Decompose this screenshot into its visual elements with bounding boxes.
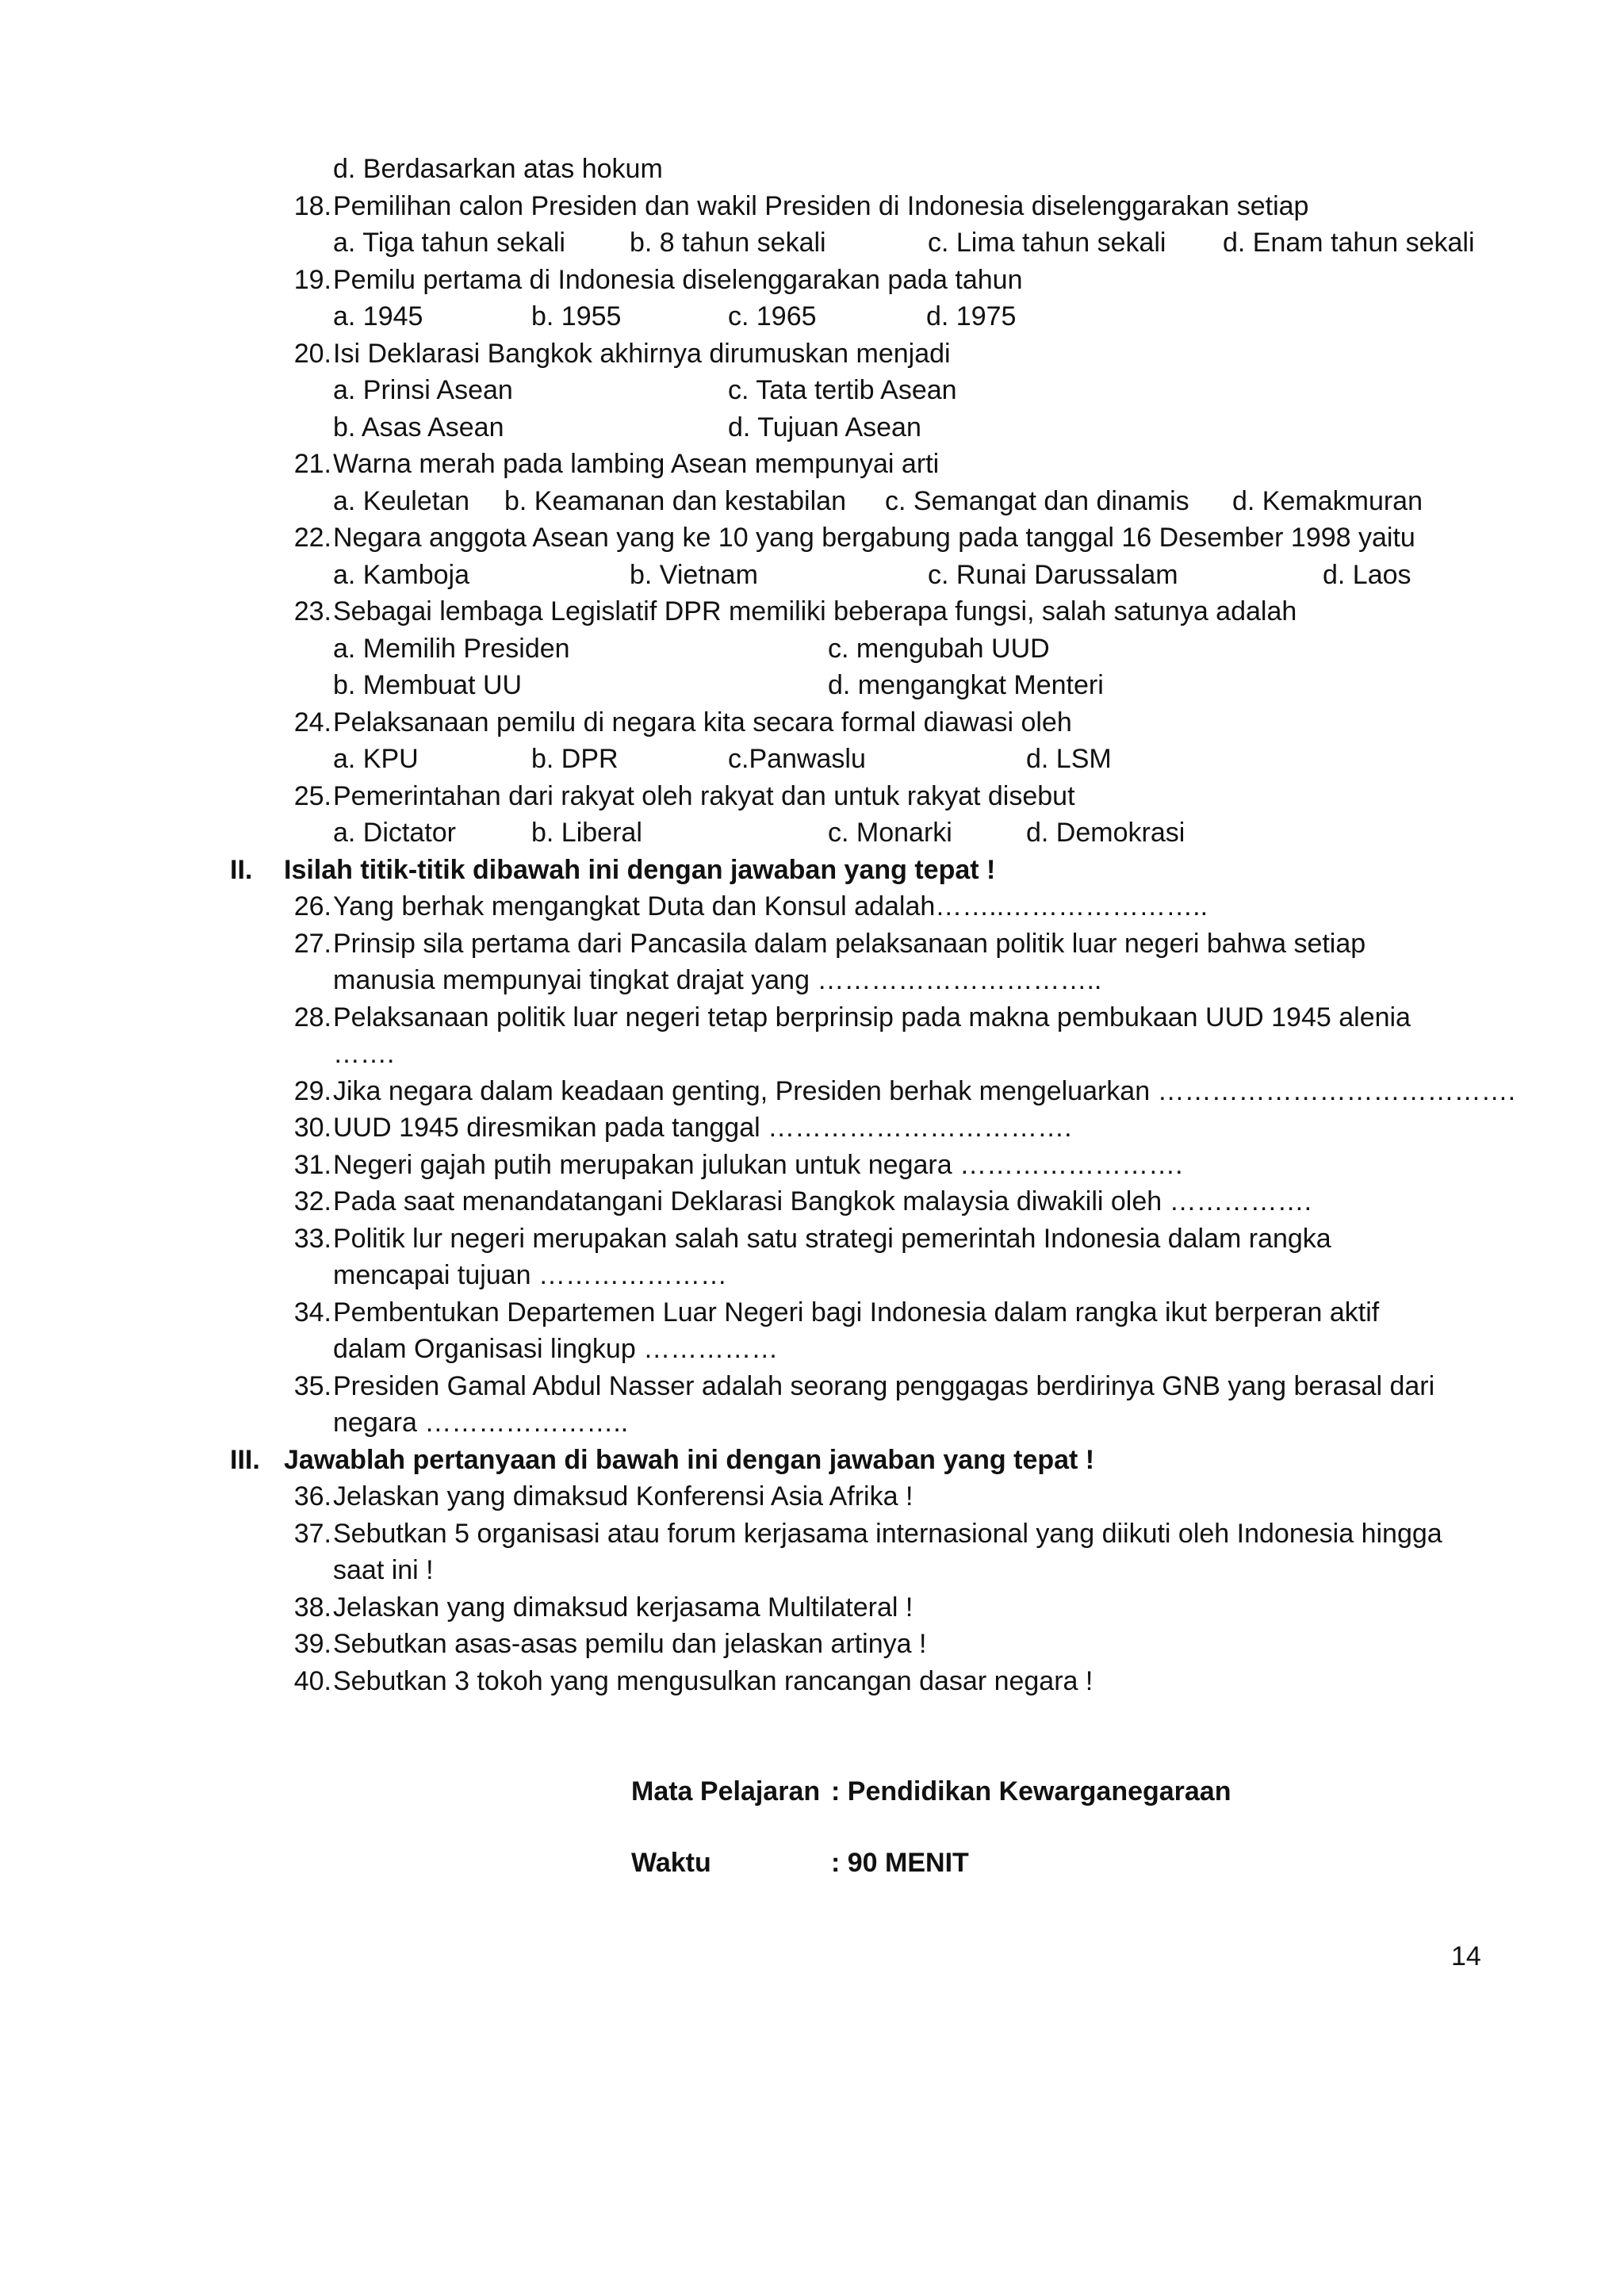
option-a: a. KPU — [333, 744, 419, 774]
section-title: Isilah titik-titik dibawah ini dengan jawaban yang tepat ! — [284, 854, 996, 885]
question-33 — [230, 1220, 1483, 1258]
option-d: d. 1975 — [926, 301, 1017, 331]
question-21 — [230, 446, 1483, 483]
option-c: c. 1965 — [728, 301, 817, 331]
question-text: Pelaksanaan pemilu di negara kita secara formal diawasi oleh — [333, 707, 1072, 738]
question-18 — [230, 188, 1483, 225]
question-number: 35. — [293, 1370, 331, 1401]
question-text: dalam Organisasi lingkup …………… — [333, 1334, 779, 1364]
question-text: Sebagai lembaga Legislatif DPR memiliki beberapa fungsi, salah satunya adalah — [333, 596, 1297, 626]
question-text: Jelaskan yang dimaksud kerjasama Multilateral ! — [333, 1592, 914, 1623]
question-text: Negeri gajah putih merupakan julukan untuk negara ……………………. — [333, 1149, 1183, 1180]
options-row — [230, 814, 1483, 852]
question-19 — [230, 262, 1483, 299]
question-text: Warna merah pada lambing Asean mempunyai arti — [333, 449, 940, 479]
option-b: b. Liberal — [531, 818, 642, 848]
question-text: Sebutkan 5 organisasi atau forum kerjasama internasional yang diikuti oleh Indonesia hingga — [333, 1518, 1442, 1549]
options-row — [230, 298, 1483, 335]
question-text: Sebutkan 3 tokoh yang mengusulkan rancangan dasar negara ! — [333, 1665, 1094, 1696]
option-a: a. Keuletan — [333, 485, 470, 516]
option-b: b. DPR — [531, 744, 619, 774]
question-text: Pembentukan Departemen Luar Negeri bagi Indonesia dalam rangka ikut berperan aktif — [333, 1297, 1380, 1328]
question-number: 30. — [293, 1113, 331, 1143]
option-c: c. mengubah UUD — [828, 633, 1050, 664]
question-text: mencapai tujuan ………………… — [333, 1260, 727, 1290]
section-numeral: III. — [230, 1444, 260, 1475]
section-heading-2 — [230, 852, 1483, 889]
question-24 — [230, 704, 1483, 741]
question-number: 36. — [293, 1481, 331, 1511]
option-d: d. Tujuan Asean — [728, 412, 921, 443]
option-a: a. Dictator — [333, 818, 456, 848]
option-c: c. Semangat dan dinamis — [885, 485, 1189, 516]
question-number: 32. — [293, 1186, 331, 1216]
options-row — [230, 483, 1483, 520]
question-number: 21. — [293, 449, 331, 479]
question-number: 20. — [293, 338, 331, 369]
question-number: 39. — [293, 1629, 331, 1659]
option-a: a. Kamboja — [333, 559, 469, 590]
option-d: d. LSM — [1026, 744, 1112, 774]
page-number: 14 — [1451, 1941, 1481, 1971]
option-c: c. Tata tertib Asean — [728, 375, 957, 405]
time-label: Waktu — [631, 1848, 711, 1878]
question-26 — [230, 888, 1483, 925]
options-row — [230, 372, 1483, 409]
question-text: Sebutkan asas-asas pemilu dan jelaskan artinya ! — [333, 1629, 927, 1659]
question-number: 22. — [293, 523, 331, 553]
question-34 — [230, 1294, 1483, 1331]
question-27 — [230, 925, 1483, 963]
question-23 — [230, 593, 1483, 630]
question-text: Pemerintahan dari rakyat oleh rakyat dan untuk rakyat disebut — [333, 780, 1075, 811]
question-text: Presiden Gamal Abdul Nasser adalah seorang penggagas berdirinya GNB yang berasal dari — [333, 1370, 1435, 1401]
option-b: b. Keamanan dan kestabilan — [504, 485, 846, 516]
option-c: c. Monarki — [828, 818, 952, 848]
question-37-cont — [230, 1552, 1483, 1589]
question-text: Negara anggota Asean yang ke 10 yang bergabung pada tanggal 16 Desember 1998 yaitu — [333, 523, 1415, 553]
subject-label: Mata Pelajaran — [631, 1776, 821, 1806]
question-38 — [230, 1589, 1483, 1626]
question-text: negara ………………….. — [333, 1408, 629, 1438]
question-31 — [230, 1147, 1483, 1184]
option-d: d. Enam tahun sekali — [1223, 228, 1475, 258]
question-number: 34. — [293, 1297, 331, 1328]
question-text: UUD 1945 diresmikan pada tanggal ……………………………. — [333, 1113, 1072, 1143]
question-text: saat ini ! — [333, 1555, 434, 1585]
question-33-cont — [230, 1257, 1483, 1294]
option-b: b. Vietnam — [630, 559, 758, 590]
option-d: d. Demokrasi — [1026, 818, 1185, 848]
option-b: b. Membuat UU — [333, 670, 523, 700]
option-a: a. Prinsi Asean — [333, 375, 513, 405]
question-number: 40. — [293, 1665, 331, 1696]
option-b: b. 8 tahun sekali — [630, 228, 826, 258]
question-number: 37. — [293, 1518, 331, 1549]
option-d: d. Laos — [1323, 559, 1411, 590]
question-37 — [230, 1515, 1483, 1553]
question-number: 18. — [293, 190, 331, 221]
question-text: Prinsip sila pertama dari Pancasila dalam pelaksanaan politik luar negeri bahwa setiap — [333, 928, 1366, 959]
question-text: manusia mempunyai tingkat drajat yang ………………………….. — [333, 965, 1102, 995]
question-28 — [230, 999, 1483, 1036]
question-text: Yang berhak mengangkat Duta dan Konsul adalah……..………………….. — [333, 891, 1208, 921]
continuation-option — [230, 151, 1483, 188]
question-text: Pemilihan calon Presiden dan wakil Presiden di Indonesia diselenggarakan setiap — [333, 190, 1309, 221]
question-text: Pada saat menandatangani Deklarasi Bangkok malaysia diwakili oleh ……………. — [333, 1186, 1312, 1216]
options-row — [230, 557, 1483, 594]
question-text: Pemilu pertama di Indonesia diselenggarakan pada tahun — [333, 264, 1023, 295]
question-36 — [230, 1478, 1483, 1515]
time-value: : 90 MENIT — [831, 1848, 969, 1878]
option-a: a. 1945 — [333, 301, 423, 331]
question-number: 29. — [293, 1075, 331, 1106]
question-34-cont — [230, 1331, 1483, 1368]
question-number: 19. — [293, 264, 331, 295]
question-number: 26. — [293, 891, 331, 921]
option-text: d. Berdasarkan atas hokum — [333, 154, 663, 184]
question-39 — [230, 1626, 1483, 1663]
question-28-cont — [230, 1036, 1483, 1073]
option-a: a. Memilih Presiden — [333, 633, 570, 664]
section-numeral: II. — [230, 854, 253, 885]
options-row — [230, 224, 1483, 262]
option-c: c. Runai Darussalam — [928, 559, 1178, 590]
question-text: Pelaksanaan politik luar negeri tetap berprinsip pada makna pembukaan UUD 1945 alenia — [333, 1002, 1411, 1033]
question-32 — [230, 1183, 1483, 1220]
question-number: 27. — [293, 928, 331, 959]
option-c: c.Panwaslu — [728, 744, 866, 774]
option-b: b. Asas Asean — [333, 412, 504, 443]
question-22 — [230, 519, 1483, 557]
question-number: 38. — [293, 1592, 331, 1623]
question-35-cont — [230, 1404, 1483, 1442]
question-number: 24. — [293, 707, 331, 738]
option-c: c. Lima tahun sekali — [928, 228, 1166, 258]
question-text: Politik lur negeri merupakan salah satu strategi pemerintah Indonesia dalam rangka — [333, 1223, 1331, 1254]
options-row — [230, 667, 1483, 704]
option-d: d. Kemakmuran — [1232, 485, 1423, 516]
exam-content — [230, 151, 1516, 1699]
question-29 — [230, 1073, 1516, 1110]
question-number: 33. — [293, 1223, 331, 1254]
section-heading-3 — [230, 1442, 1483, 1479]
question-35 — [230, 1368, 1483, 1405]
option-b: b. 1955 — [531, 301, 622, 331]
question-20 — [230, 335, 1483, 373]
question-text: Jelaskan yang dimaksud Konferensi Asia Afrika ! — [333, 1481, 914, 1511]
question-30 — [230, 1109, 1483, 1147]
options-row — [230, 409, 1483, 446]
question-number: 31. — [293, 1149, 331, 1180]
question-text: Isi Deklarasi Bangkok akhirnya dirumuskan menjadi — [333, 338, 951, 369]
options-row — [230, 630, 1483, 668]
option-a: a. Tiga tahun sekali — [333, 228, 565, 258]
question-number: 28. — [293, 1002, 331, 1033]
option-d: d. mengangkat Menteri — [828, 670, 1104, 700]
options-row — [230, 741, 1483, 778]
question-number: 23. — [293, 596, 331, 626]
subject-value: : Pendidikan Kewarganegaraan — [831, 1776, 1231, 1806]
question-number: 25. — [293, 780, 331, 811]
question-text: ……. — [333, 1039, 395, 1069]
question-25 — [230, 778, 1483, 815]
question-text: Jika negara dalam keadaan genting, Presiden berhak mengeluarkan …………………………………. — [333, 1075, 1516, 1106]
question-27-cont — [230, 962, 1483, 999]
question-40 — [230, 1663, 1483, 1700]
section-title: Jawablah pertanyaan di bawah ini dengan jawaban yang tepat ! — [284, 1444, 1095, 1475]
